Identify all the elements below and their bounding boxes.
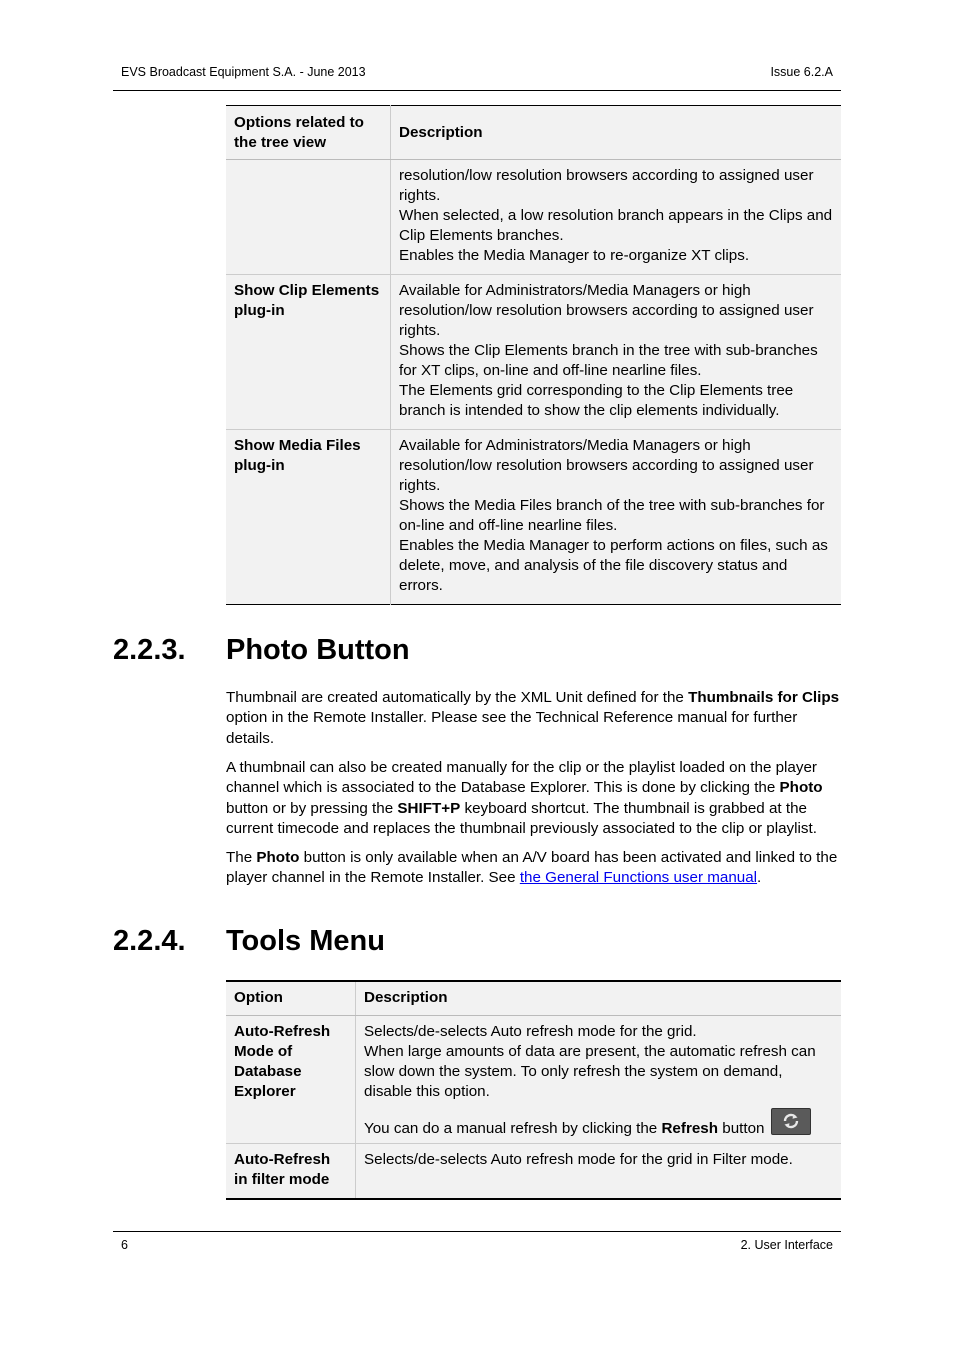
option-cell: Show Media Files plug-in <box>226 430 391 605</box>
header-rule <box>113 90 841 91</box>
page-number: 6 <box>121 1238 128 1252</box>
description-line: The Elements grid corresponding to the Clip Elements tree branch is intended to show the clip elements individually. <box>399 382 794 419</box>
description-line: Available for Administrators/Media Managers or high resolution/low resolution browsers according to assigned user rights. <box>399 437 814 494</box>
section-number: 2.2.4. <box>113 925 186 957</box>
description-cell <box>391 275 842 430</box>
section-number: 2.2.3. <box>113 634 186 666</box>
tools-menu-table <box>226 980 841 1200</box>
option-cell: Show Clip Elements plug-in <box>226 275 391 430</box>
header-left-text: EVS Broadcast Equipment S.A. - June 2013 <box>121 65 366 79</box>
paragraph: Thumbnail are created automatically by the XML Unit defined for the Thumbnails for Clips option in the Remote Installer. Please see the Technical Reference manual for further details. <box>226 689 840 747</box>
tree-view-options-table <box>226 105 841 605</box>
column-header-description: Description <box>356 981 842 1016</box>
option-cell: Auto-Refresh Mode of Database Explorer <box>226 1016 356 1144</box>
description-line: Shows the Media Files branch of the tree with sub-branches for on-line and off-line nearline files. <box>399 497 825 534</box>
description-cell <box>391 430 842 605</box>
table-row <box>226 1016 841 1144</box>
description-line: Available for Administrators/Media Managers or high resolution/low resolution browsers according to assigned user rights. <box>399 282 814 339</box>
description-line: Enables the Media Manager to re-organize XT clips. <box>399 247 750 264</box>
paragraph: The Photo button is only available when an A/V board has been activated and linked to the player channel in the Remote Installer. See the General Functions user manual. <box>226 849 838 887</box>
option-cell: Auto-Refresh in filter mode <box>226 1144 356 1200</box>
column-header-description: Description <box>391 106 842 160</box>
paragraph: A thumbnail can also be created manually for the clip or the playlist loaded on the player channel which is associated to the Database Explorer. This is done by clicking the Photo button or by pressing the SHIFT+P keyboard shortcut. The thumbnail is grabbed at the current timecode and replaces the thumbnail previously associated to the clip or playlist. <box>226 759 823 837</box>
column-header-option: Option <box>226 981 356 1016</box>
table-row <box>226 160 841 275</box>
description-line: Shows the Clip Elements branch in the tree with sub-branches for XT clips, on-line and off-line nearline files. <box>399 342 818 379</box>
footer-rule <box>113 1231 841 1232</box>
section-title: Photo Button <box>226 634 410 666</box>
description-cell <box>356 1016 842 1144</box>
table-row <box>226 1144 841 1200</box>
table-row <box>226 430 841 605</box>
column-header-option: Options related to the tree view <box>226 106 391 160</box>
section-title: Tools Menu <box>226 925 385 957</box>
description-line: When large amounts of data are present, the automatic refresh can slow down the system. To only refresh the system on demand, disable this option. <box>364 1043 816 1100</box>
description-cell: Selects/de-selects Auto refresh mode for the grid in Filter mode. <box>356 1144 842 1200</box>
option-cell <box>226 160 391 275</box>
description-line: resolution/low resolution browsers according to assigned user rights. <box>399 167 814 204</box>
footer-chapter: 2. User Interface <box>740 1238 833 1252</box>
table-header-row <box>226 981 841 1016</box>
description-line: Selects/de-selects Auto refresh mode for the grid. <box>364 1023 697 1040</box>
general-functions-manual-link[interactable]: the General Functions user manual <box>519 869 758 887</box>
description-cell <box>391 160 842 275</box>
description-line: When selected, a low resolution branch appears in the Clips and Clip Elements branches. <box>399 207 833 244</box>
table-header-row <box>226 106 841 160</box>
header-right-text: Issue 6.2.A <box>770 65 833 79</box>
table-row <box>226 275 841 430</box>
refresh-icon <box>771 1108 811 1135</box>
description-line: You can do a manual refresh by clicking the Refresh button <box>364 1108 833 1139</box>
description-line: Enables the Media Manager to perform actions on files, such as delete, move, and analysis of the file discovery status and errors. <box>399 537 828 594</box>
